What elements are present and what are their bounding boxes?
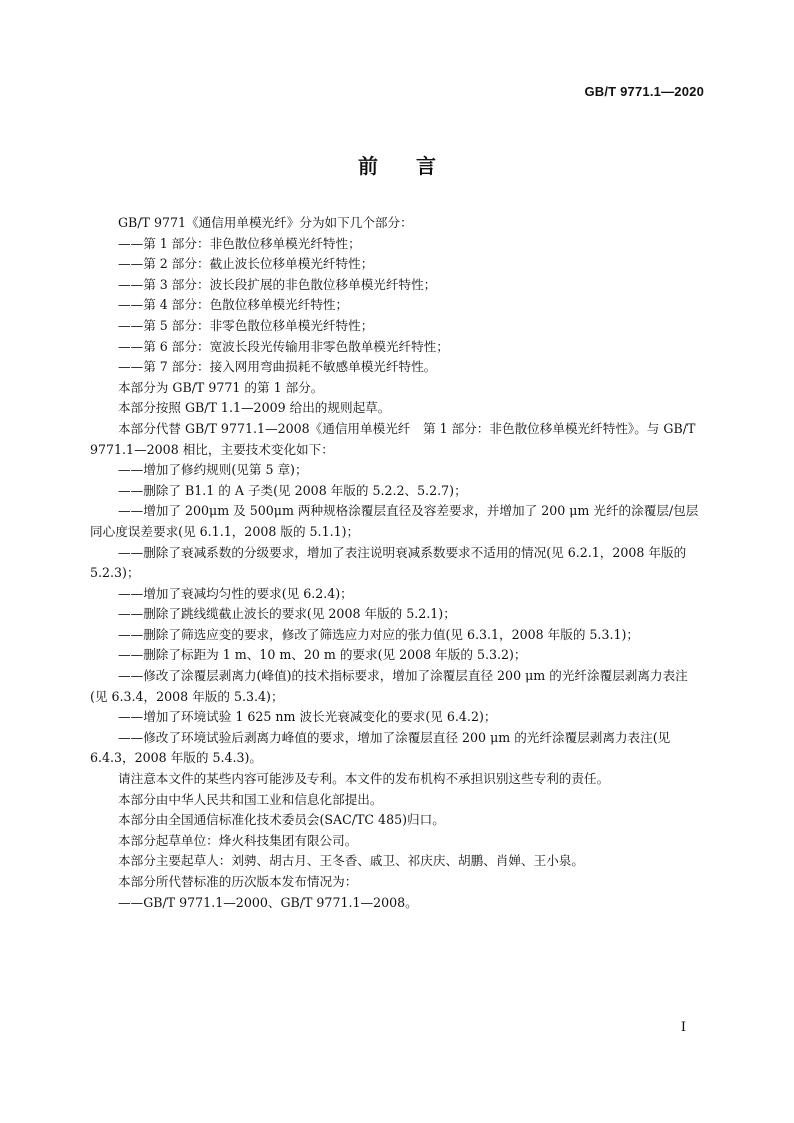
part-list-item: ——第 3 部分：波长段扩展的非色散位移单模光纤特性；: [118, 276, 437, 292]
intro-paragraph: GB/T 9771《通信用单模光纤》分为如下几个部分：: [118, 215, 413, 230]
body-paragraph: 本部分由中华人民共和国工业和信息化部提出。: [118, 791, 383, 807]
standard-code: GB/T 9771.1—2020: [584, 84, 704, 99]
body-paragraph: 本部分主要起草人：刘骋、胡古月、王冬香、戚卫、祁庆庆、胡鹏、肖婵、王小泉。: [118, 853, 584, 869]
body-paragraph: 本部分按照 GB/T 1.1—2009 给出的规则起草。: [118, 400, 391, 416]
part-list-item: ——第 2 部分：截止波长位移单模光纤特性；: [118, 256, 374, 272]
page-number: I: [680, 1020, 686, 1035]
change-list-item: ——修改了环境试验后剥离力峰值的要求，增加了涂覆层直径 200 μm 的光纤涂覆层剥离力表注(见 6.4.3，2008 年版的 5.4.3)。: [90, 729, 671, 766]
part-list-item: ——第 4 部分：色散位移单模光纤特性；: [118, 297, 349, 313]
change-list-item: ——删除了 B1.1 的 A 子类(见 2008 年版的 5.2.2、5.2.7)；: [118, 482, 467, 498]
title-char-1: 前: [358, 154, 378, 178]
body-paragraph: 本部分为 GB/T 9771 的第 1 部分。: [118, 379, 324, 395]
change-list-item: ——删除了跳线缆截止波长的要求(见 2008 年版的 5.2.1)；: [118, 606, 456, 622]
foreword-body: [90, 213, 704, 913]
change-list-item: ——增加了修约规则(见第 5 章)；: [118, 462, 308, 478]
part-list-item: ——第 7 部分：接入网用弯曲损耗不敏感单模光纤特性。: [118, 359, 437, 375]
part-list-item: ——第 6 部分：宽波长段光传输用非零色散单模光纤特性；: [118, 338, 449, 354]
part-list-item: ——第 1 部分：非色散位移单模光纤特性；: [118, 235, 361, 251]
body-paragraph: 本部分代替 GB/T 9771.1—2008《通信用单模光纤 第 1 部分：非色散位移单模光纤特性》。与 GB/T 9771.1—2008 相比，主要技术变化如下：: [90, 420, 696, 457]
page-title: [0, 150, 794, 179]
body-paragraph: 请注意本文件的某些内容可能涉及专利。本文件的发布机构不承担识别这些专利的责任。: [118, 771, 610, 787]
change-list-item: ——增加了 200μm 及 500μm 两种规格涂覆层直径及容差要求，并增加了 200 μm 光纤的涂覆层/包层同心度误差要求(见 6.1.1，2008 版的 5.1.1)；: [90, 503, 699, 539]
body-paragraph: 本部分由全国通信标准化技术委员会(SAC/TC 485)归口。: [118, 812, 445, 828]
body-paragraph: 本部分所代替标准的历次版本发布情况为：: [118, 874, 358, 889]
change-list-item: ——修改了涂覆层剥离力(峰值)的技术指标要求，增加了涂覆层直径 200 μm 的光纤涂覆层剥离力表注(见 6.3.4，2008 年版的 5.3.4)；: [90, 668, 688, 704]
body-paragraph: 本部分起草单位：烽火科技集团有限公司。: [118, 832, 358, 848]
history-list-item: ——GB/T 9771.1—2000、GB/T 9771.1—2008。: [118, 894, 418, 910]
title-char-2: 言: [416, 154, 436, 178]
change-list-item: ——增加了环境试验 1 625 nm 波长光衰减变化的要求(见 6.4.2)；: [118, 709, 497, 725]
change-list-item: ——增加了衰减均匀性的要求(见 6.2.4)；: [118, 585, 353, 601]
part-list-item: ——第 5 部分：非零色散位移单模光纤特性；: [118, 317, 374, 333]
change-list-item: ——删除了筛选应变的要求，修改了筛选应力对应的张力值(见 6.3.1，2008 年版的 5.3.1)；: [118, 626, 639, 642]
change-list-item: ——删除了衰减系数的分级要求，增加了表注说明衰减系数要求不适用的情况(见 6.2.1，2008 年版的 5.2.3)；: [90, 544, 687, 581]
change-list-item: ——删除了标距为 1 m、10 m、20 m 的要求(见 2008 年版的 5.3.2)；: [118, 647, 527, 663]
